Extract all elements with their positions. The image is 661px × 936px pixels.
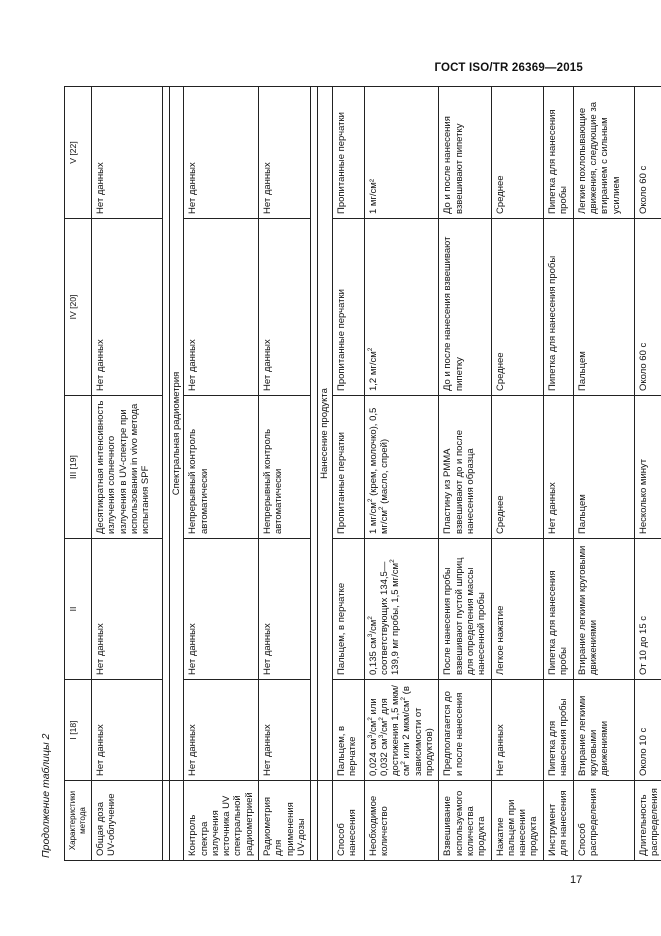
table-cell: Пипетка для нанесения пробы [543,539,573,680]
table-cell: Пипетка для нанесения пробы [543,219,573,396]
quantity-cell-method-4: 1,2 $мг/см^2$ [364,219,439,396]
table-cell: Легкое нажатие [491,539,543,680]
table-cell: Пальцем [573,396,634,539]
table-row [543,87,573,861]
rotated-table-container [64,87,661,861]
table-cell: 1 мг/см² [364,87,439,219]
table-cell: Втирание легкими круговыми движениями [573,680,634,781]
spacer-cell [318,781,332,861]
table-cell: От 10 до 15 с [634,539,661,680]
table-cell: До и после нанесения взвешивают пипетку [439,87,491,219]
table-cell: Нет данных [92,539,163,680]
col-header-method-3: III [19] [65,396,92,539]
table-row [439,87,491,861]
table-cell: Около 10 с [634,680,661,781]
table-cell: Пальцем, в перчатке [332,680,364,781]
table-cell: Легкие похлопывающие движения, следующие за втиранием с сильным усилием [573,87,634,219]
table-cell: Десятикратная интенсивность излучения солнечного излучения в UV-спектре при использовании in vivo метода испытания SPF [92,396,163,539]
table-cell: Нет данных [259,680,311,781]
table-cell: Пластину из PMMA взвешивают до и после нанесения образца [439,396,491,539]
table-cell: Нет данных [184,680,259,781]
spacer-cell [311,781,318,861]
spacer-cell [163,781,170,861]
row-label: Контроль спектра излучения источника UV спектральной радиометрией [184,781,259,861]
table-row [184,87,259,861]
table-cell: Несколько минут [634,396,661,539]
table-cell: Пальцем, в перчатке [332,539,364,680]
col-header-method-4: IV [20] [65,219,92,396]
table-cell: Нет данных [184,219,259,396]
quantity-cell-method-1: 0,024 $см^3/см^2$ или 0,032 $см^3/см^2$ для достижения 1,5 мкм/$см^2$ или 2 мкм/$см^2$ (в зависимости от продуктов) [364,680,439,781]
row-label: Способ нанесения [332,781,364,861]
col-header-method-1: I [18] [65,680,92,781]
table-row [491,87,543,861]
spacer-cell [163,87,170,781]
table-cell: Нет данных [92,680,163,781]
table-cell: Нет данных [491,680,543,781]
table-cell: Нет данных [259,219,311,396]
table-cell: Нет данных [184,539,259,680]
table-cell: Пропитанные перчатки [332,396,364,539]
row-label: Нажатие пальцем при нанесении продукта [491,781,543,861]
section-row-application [318,87,332,861]
table-cell: Пальцем [573,219,634,396]
row-label: Необходимое количество [364,781,439,861]
row-label: Длительность распределения [634,781,661,861]
row-label: Способ распределения [573,781,634,861]
table-cell: Пипетка для нанесения пробы [543,680,573,781]
table-row [634,87,661,861]
table-cell: Предполагается до и после нанесения [439,680,491,781]
table-cell: Нет данных [92,87,163,219]
table-cell: Нет данных [543,396,573,539]
section-row-spectral [170,87,184,861]
table-cell: После нанесения пробы взвешивают пустой шприц для определения массы нанесенной пробы [439,539,491,680]
table-cell: Среднее [491,396,543,539]
table-cell: Нет данных [92,219,163,396]
row-label: Радиометрия для применения UV-дозы [259,781,311,861]
method-comparison-table [64,86,661,861]
col-header-characteristics: Характеристики метода [65,781,92,861]
table-cell: Около 60 с [634,87,661,219]
quantity-cell-method-2: 0,135 $см^3/см^2$ соответствующих 134,5—139,9 мг пробы, 1,5 $мг/см^2$ [364,539,439,680]
table-caption: Продолжение таблицы 2 [40,733,52,858]
page-number: 17 [570,874,583,886]
table-cell: Среднее [491,87,543,219]
spacer-cell [170,781,184,861]
table-row [573,87,634,861]
standard-header: ГОСТ ISO/TR 26369—2015 [434,62,583,74]
section-title-application: Нанесение продукта [318,87,332,781]
row-label: Взвешивание используемого количества продукта [439,781,491,861]
section-title-spectral: Спектральная радиометрия [170,87,184,781]
spacer-row [311,87,318,861]
table-cell: Непрерывный контроль автоматически [259,396,311,539]
table-cell: Среднее [491,219,543,396]
table-cell: Нет данных [259,539,311,680]
table-row [332,87,364,861]
table-cell: Пропитанные перчатки [332,87,364,219]
table-cell: Пропитанные перчатки [332,219,364,396]
table-cell: Втирание легкими круговыми движениями [573,539,634,680]
table-cell: Пипетка для нанесения пробы [543,87,573,219]
quantity-cell-method-3: 1 $мг/см^2$ (крем, молочко), 0,5 $мг/см^2$ (масло, спрей) [364,396,439,539]
table-cell: Непрерывный контроль автоматически [184,396,259,539]
spacer-row [163,87,170,861]
row-label: Инструмент для нанесения [543,781,573,861]
table-cell: Около 60 с [634,219,661,396]
table-header-row [65,87,92,861]
table-row-quantity [364,87,439,861]
table-cell: До и после нанесения взвешивают пипетку [439,219,491,396]
spacer-cell [311,87,318,781]
table-row [259,87,311,861]
col-header-method-5: V [22] [65,87,92,219]
row-label: Общая доза UV-облучение [92,781,163,861]
table-row [92,87,163,861]
col-header-method-2: II [65,539,92,680]
table-cell: Нет данных [184,87,259,219]
table-cell: Нет данных [259,87,311,219]
